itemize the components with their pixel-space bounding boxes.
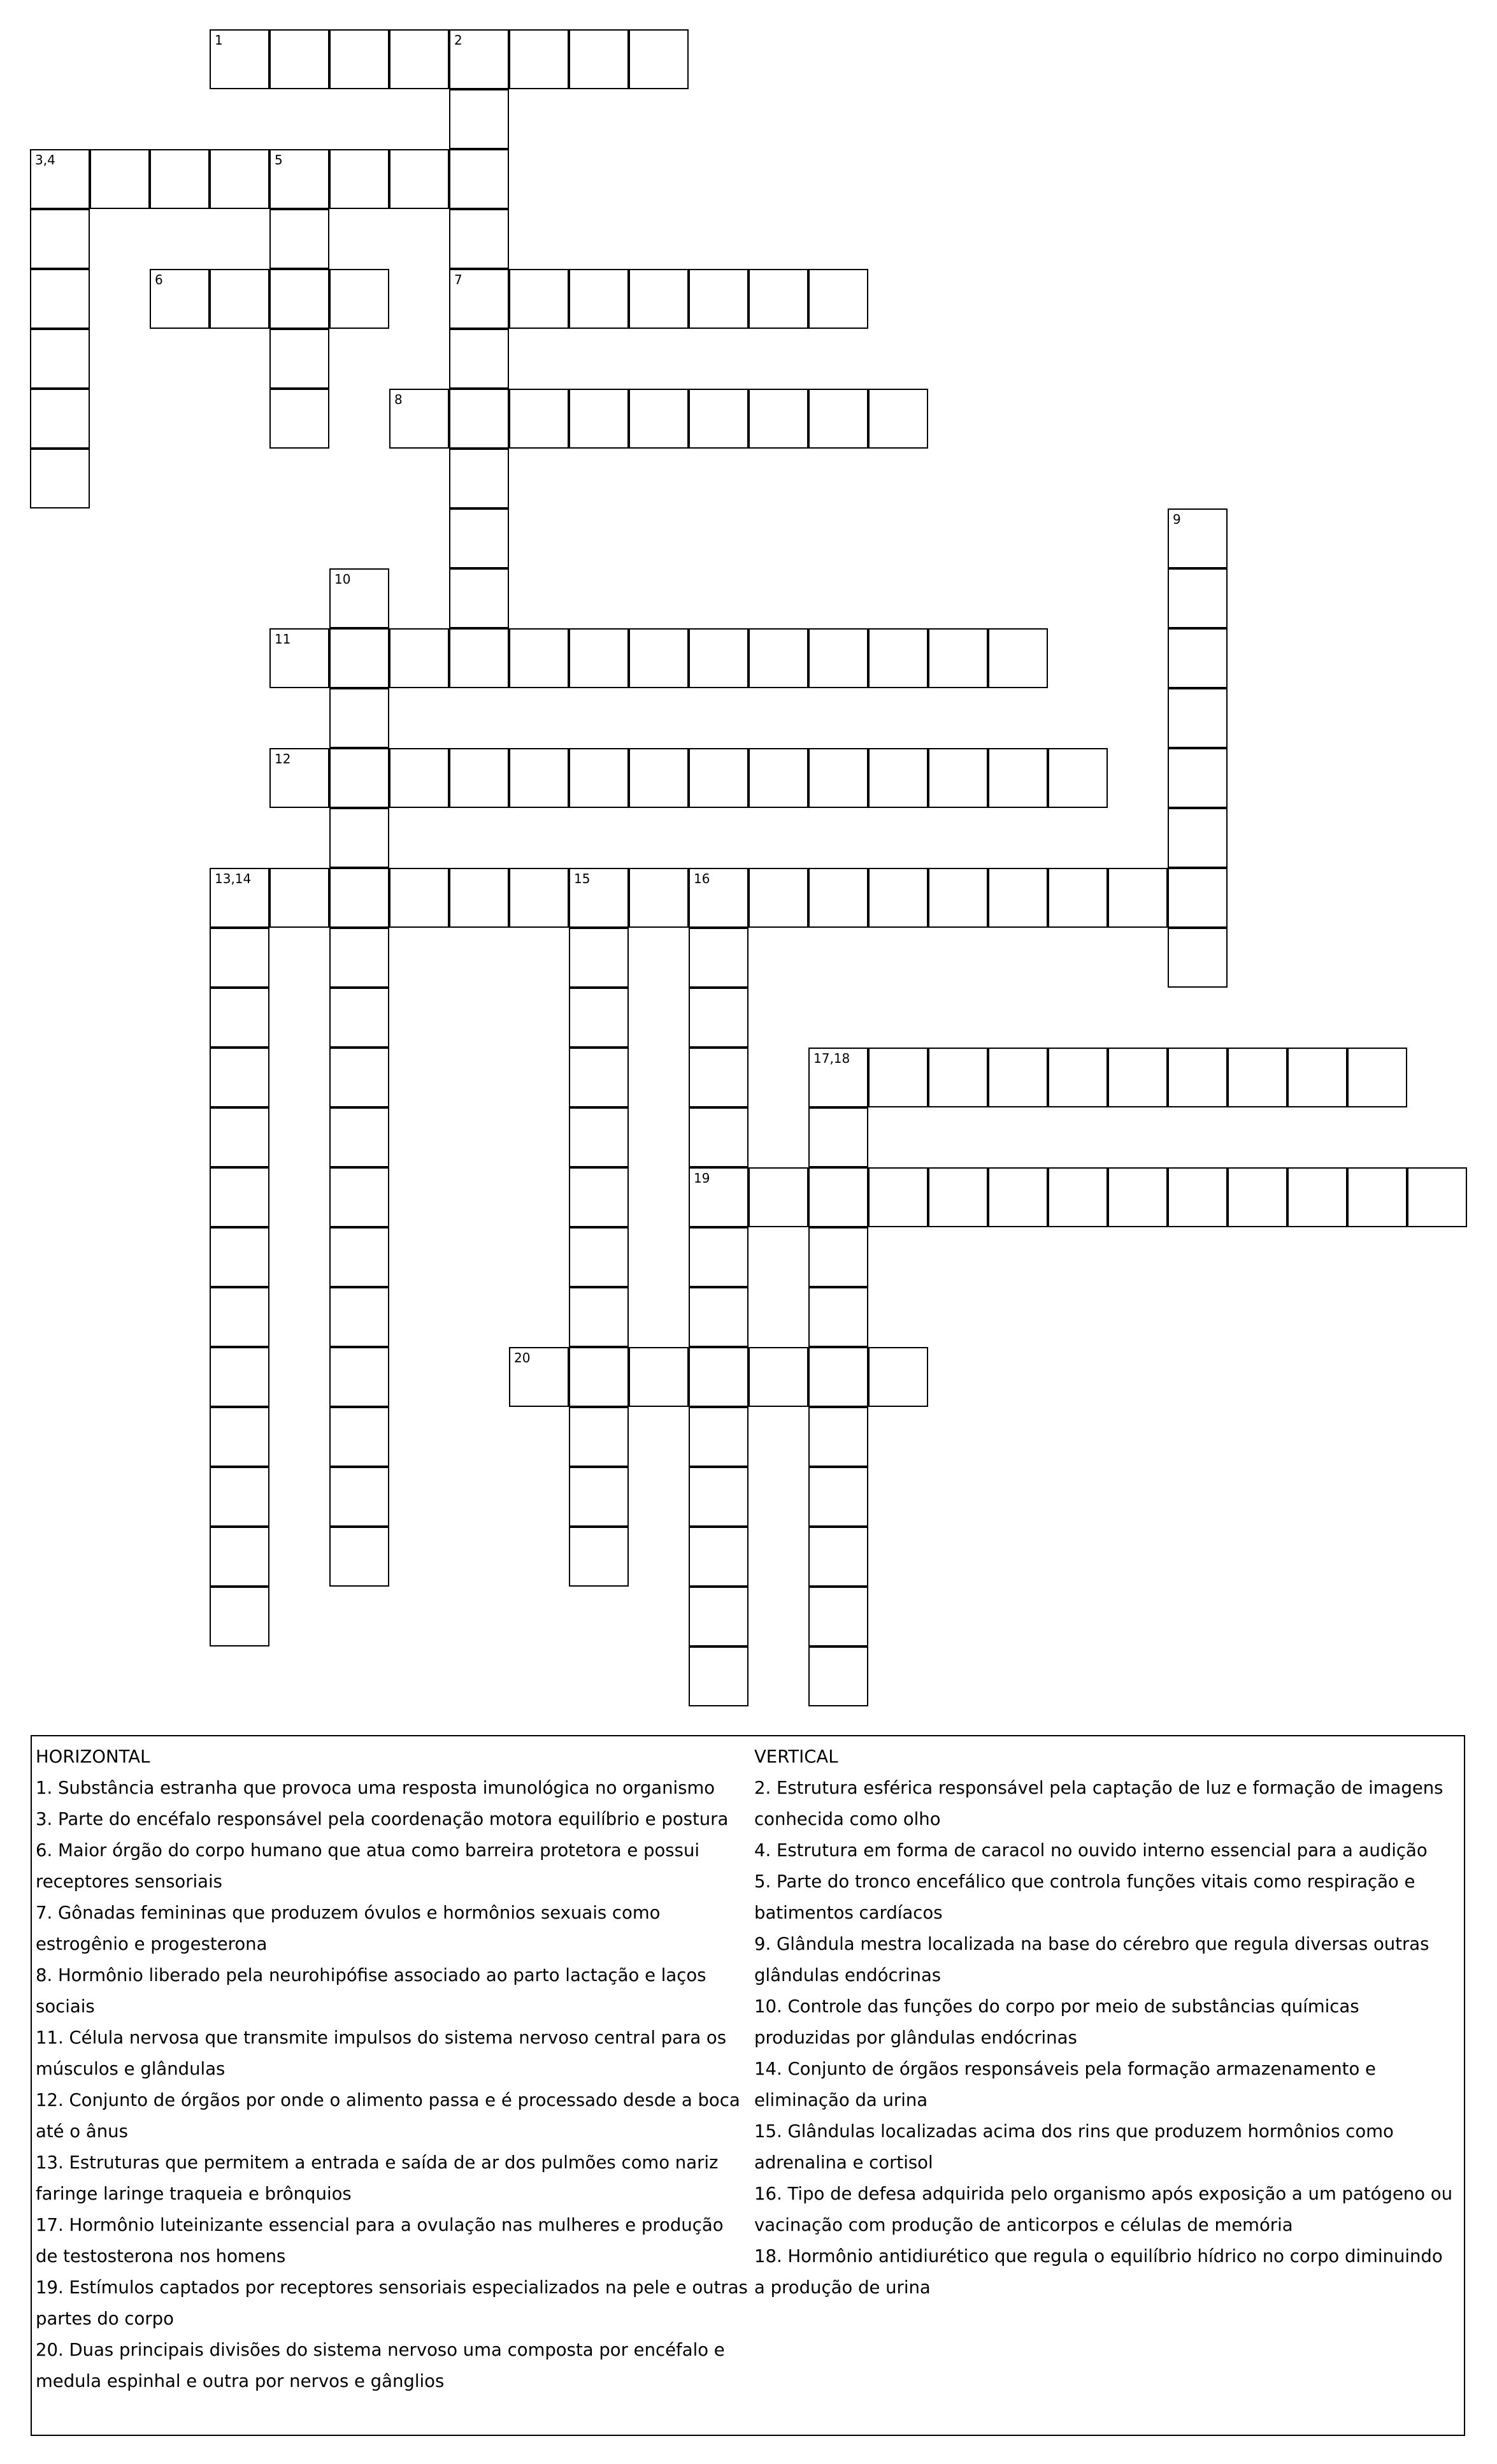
grid-cell[interactable] [389,628,449,688]
grid-cell[interactable] [210,1467,269,1527]
grid-cell[interactable] [689,1107,748,1167]
grid-cell[interactable] [210,1048,269,1107]
grid-cell[interactable] [689,1527,748,1587]
grid-cell[interactable] [329,149,389,209]
clue-v-2: 2. Estrutura esférica responsável pela captação de luz e formação de imagens conhecida como olho [754,1778,1443,1829]
grid-cell[interactable] [509,269,569,329]
grid-cell[interactable] [329,1347,389,1407]
grid-cell[interactable] [449,149,509,209]
grid-cell[interactable] [1168,688,1228,748]
horizontal-title: HORIZONTAL [36,1747,150,1767]
grid-cell[interactable] [808,1527,868,1587]
grid-cell[interactable] [629,868,689,928]
grid-cell[interactable] [329,1527,389,1587]
grid-cell[interactable] [689,1167,748,1227]
grid-cell[interactable] [329,988,389,1048]
grid-cell[interactable] [210,149,269,209]
grid-cell[interactable] [629,748,689,808]
grid-cell[interactable] [329,568,389,628]
clue-number: 3,4 [35,152,55,168]
clue-v-18: 18. Hormônio antidiurético que regula o equilíbrio hídrico no corpo diminuindo a produção de urina [754,2246,1443,2298]
grid-cell[interactable] [329,868,389,928]
grid-cell[interactable] [808,748,868,808]
grid-cell[interactable] [808,1347,868,1407]
grid-cell[interactable] [1407,1167,1467,1227]
grid-cell[interactable] [449,508,509,568]
clue-v-5: 5. Parte do tronco encefálico que controla funções vitais como respiração e batimentos cardíacos [754,1871,1415,1923]
grid-cell[interactable] [1168,808,1228,868]
grid-cell[interactable] [748,1347,808,1407]
clue-h-20: 20. Duas principais divisões do sistema nervoso uma composta por encéfalo e medula espinhal e outra por nervos e gânglios [36,2340,725,2391]
grid-cell[interactable] [449,628,509,688]
grid-cell[interactable] [748,628,808,688]
clues-box [31,1735,1465,2436]
grid-cell[interactable] [569,1167,629,1227]
grid-cell[interactable] [509,389,569,449]
grid-cell[interactable] [210,868,269,928]
grid-cell[interactable] [569,1527,629,1587]
grid-cell[interactable] [868,1167,928,1227]
clue-h-12: 12. Conjunto de órgãos por onde o alimento passa e é processado desde a boca até o ânus [36,2090,740,2142]
grid-cell[interactable] [868,1347,928,1407]
grid-cell[interactable] [329,1167,389,1227]
grid-cell[interactable] [629,29,689,89]
clue-number: 1 [215,32,223,48]
grid-cell[interactable] [1168,628,1228,688]
grid-cell[interactable] [150,149,210,209]
grid-cell[interactable] [569,748,629,808]
grid-cell[interactable] [30,149,90,209]
grid-cell[interactable] [329,1048,389,1107]
grid-cell[interactable] [1287,1167,1347,1227]
clue-number: 19 [694,1171,710,1186]
clue-h-19: 19. Estímulos captados por receptores sensoriais especializados na pele e outras partes do corpo [36,2277,748,2329]
clue-number: 12 [275,751,291,767]
clue-number: 8 [394,392,403,407]
clue-h-13: 13. Estruturas que permitem a entrada e saída de ar dos pulmões como nariz faringe laringe traqueia e brônquios [36,2152,719,2204]
grid-cell[interactable] [569,1287,629,1347]
grid-cell[interactable] [210,1347,269,1407]
grid-cell[interactable] [449,449,509,508]
grid-cell[interactable] [329,808,389,868]
clue-h-3: 3. Parte do encéfalo responsável pela coordenação motora equilíbrio e postura [36,1809,729,1829]
grid-cell[interactable] [389,868,449,928]
grid-cell[interactable] [868,748,928,808]
grid-cell[interactable] [389,389,449,449]
grid-cell[interactable] [329,1407,389,1467]
grid-cell[interactable] [150,269,210,329]
clue-v-14: 14. Conjunto de órgãos responsáveis pela formação armazenamento e eliminação da urina [754,2059,1376,2110]
grid-cell[interactable] [30,449,90,508]
grid-cell[interactable] [449,868,509,928]
grid-cell[interactable] [1347,1048,1407,1107]
grid-cell[interactable] [689,1587,748,1646]
grid-cell[interactable] [988,1048,1048,1107]
clue-number: 15 [574,871,591,886]
grid-cell[interactable] [808,868,868,928]
grid-cell[interactable] [210,988,269,1048]
grid-cell[interactable] [329,269,389,329]
grid-cell[interactable] [329,628,389,688]
grid-cell[interactable] [1168,508,1228,568]
clue-number: 6 [155,272,163,287]
grid-cell[interactable] [449,89,509,149]
grid-cell[interactable] [569,389,629,449]
grid-cell[interactable] [689,1347,748,1407]
grid-cell[interactable] [1108,868,1168,928]
grid-cell[interactable] [210,1107,269,1167]
grid-cell[interactable] [1168,1048,1228,1107]
grid-cell[interactable] [629,269,689,329]
clue-v-10: 10. Controle das funções do corpo por meio de substâncias químicas produzidas por glândulas endócrinas [754,1996,1359,2048]
grid-cell[interactable] [569,1467,629,1527]
grid-cell[interactable] [329,748,389,808]
clue-h-11: 11. Célula nervosa que transmite impulsos do sistema nervoso central para os músculos e glândulas [36,2028,727,2079]
grid-cell[interactable] [90,149,150,209]
grid-cell[interactable] [689,1646,748,1706]
grid-cell[interactable] [808,269,868,329]
grid-cell[interactable] [389,748,449,808]
grid-cell[interactable] [1168,928,1228,988]
grid-cell[interactable] [269,269,329,329]
grid-cell[interactable] [210,1227,269,1287]
grid-cell[interactable] [808,1227,868,1287]
grid-cell[interactable] [868,389,928,449]
grid-cell[interactable] [808,1107,868,1167]
grid-cell[interactable] [928,1048,988,1107]
grid-cell[interactable] [1228,1048,1287,1107]
grid-cell[interactable] [329,29,389,89]
grid-cell[interactable] [269,209,329,269]
grid-cell[interactable] [1228,1167,1287,1227]
clue-number: 17,18 [813,1051,850,1066]
clue-number: 2 [454,32,462,48]
grid-cell[interactable] [30,269,90,329]
grid-cell[interactable] [1168,568,1228,628]
grid-cell[interactable] [808,1646,868,1706]
clue-number: 9 [1173,512,1181,527]
grid-cell[interactable] [269,748,329,808]
clue-v-15: 15. Glândulas localizadas acima dos rins que produzem hormônios como adrenalina e cortisol [754,2121,1394,2173]
clue-v-4: 4. Estrutura em forma de caracol no ouvido interno essencial para a audição [754,1840,1428,1861]
grid-cell[interactable] [1108,1167,1168,1227]
grid-cell[interactable] [689,1287,748,1347]
grid-cell[interactable] [449,29,509,89]
grid-cell[interactable] [329,1287,389,1347]
clue-number: 7 [454,272,462,287]
clue-h-8: 8. Hormônio liberado pela neurohipófise associado ao parto lactação e laços sociais [36,1965,706,2017]
grid-cell[interactable] [1048,1167,1108,1227]
grid-cell[interactable] [569,1048,629,1107]
grid-cell[interactable] [449,748,509,808]
grid-cell[interactable] [689,628,748,688]
grid-cell[interactable] [868,628,928,688]
grid-cell[interactable] [509,628,569,688]
clue-h-1: 1. Substância estranha que provoca uma resposta imunológica no organismo [36,1778,715,1798]
grid-cell[interactable] [988,748,1048,808]
clue-h-6: 6. Maior órgão do corpo humano que atua como barreira protetora e possui receptores sensoriais [36,1840,700,1892]
grid-cell[interactable] [569,988,629,1048]
grid-cell[interactable] [808,389,868,449]
grid-cell[interactable] [748,748,808,808]
grid-cell[interactable] [569,928,629,988]
grid-cell[interactable] [868,1048,928,1107]
grid-cell[interactable] [449,209,509,269]
grid-cell[interactable] [988,868,1048,928]
clue-v-9: 9. Glândula mestra localizada na base do cérebro que regula diversas outras glândulas endócrinas [754,1934,1429,1985]
grid-cell[interactable] [1108,1048,1168,1107]
vertical-title: VERTICAL [754,1747,838,1767]
grid-cell[interactable] [449,389,509,449]
grid-cell[interactable] [509,868,569,928]
grid-cell[interactable] [389,29,449,89]
grid-cell[interactable] [689,269,748,329]
grid-cell[interactable] [928,748,988,808]
horizontal-clues [36,1741,748,2397]
grid-cell[interactable] [449,329,509,389]
grid-cell[interactable] [1048,868,1108,928]
grid-cell[interactable] [689,988,748,1048]
grid-cell[interactable] [1168,868,1228,928]
clue-number: 11 [275,631,291,647]
grid-cell[interactable] [928,1167,988,1227]
grid-cell[interactable] [689,1407,748,1467]
grid-cell[interactable] [569,628,629,688]
grid-cell[interactable] [1168,748,1228,808]
grid-cell[interactable] [808,628,868,688]
clue-h-17: 17. Hormônio luteinizante essencial para a ovulação nas mulheres e produção de testosterona nos homens [36,2215,724,2266]
grid-cell[interactable] [629,628,689,688]
grid-cell[interactable] [689,868,748,928]
grid-cell[interactable] [569,1107,629,1167]
grid-cell[interactable] [449,568,509,628]
grid-cell[interactable] [210,1407,269,1467]
grid-cell[interactable] [329,928,389,988]
grid-cell[interactable] [988,1167,1048,1227]
grid-cell[interactable] [269,329,329,389]
grid-cell[interactable] [808,1587,868,1646]
clue-number: 16 [694,871,710,886]
grid-cell[interactable] [748,269,808,329]
grid-cell[interactable] [808,1287,868,1347]
grid-cell[interactable] [808,1048,868,1107]
grid-cell[interactable] [808,1407,868,1467]
grid-cell[interactable] [748,389,808,449]
grid-cell[interactable] [748,1167,808,1227]
grid-cell[interactable] [1287,1048,1347,1107]
grid-cell[interactable] [30,329,90,389]
grid-cell[interactable] [210,29,269,89]
grid-cell[interactable] [269,29,329,89]
clue-h-7: 7. Gônadas femininas que produzem óvulos e hormônios sexuais como estrogênio e progesterona [36,1903,661,1954]
grid-cell[interactable] [30,209,90,269]
grid-cell[interactable] [30,389,90,449]
clue-number: 5 [275,152,283,168]
grid-cell[interactable] [509,748,569,808]
grid-cell[interactable] [808,1467,868,1527]
grid-cell[interactable] [210,1167,269,1227]
grid-cell[interactable] [988,628,1048,688]
grid-cell[interactable] [689,1227,748,1287]
grid-cell[interactable] [210,269,269,329]
clue-number: 10 [334,572,351,587]
vertical-clues [754,1741,1455,2303]
grid-cell[interactable] [689,389,748,449]
grid-cell[interactable] [449,269,509,329]
grid-cell[interactable] [1168,1167,1228,1227]
grid-cell[interactable] [689,1467,748,1527]
grid-cell[interactable] [329,1467,389,1527]
grid-cell[interactable] [269,149,329,209]
grid-cell[interactable] [689,748,748,808]
grid-cell[interactable] [509,1347,569,1407]
grid-cell[interactable] [629,389,689,449]
grid-cell[interactable] [569,1227,629,1287]
grid-cell[interactable] [689,1048,748,1107]
clue-number: 13,14 [215,871,252,886]
grid-cell[interactable] [1048,1048,1108,1107]
grid-cell[interactable] [329,688,389,748]
grid-cell[interactable] [808,1167,868,1227]
grid-cell[interactable] [868,868,928,928]
grid-cell[interactable] [629,1347,689,1407]
grid-cell[interactable] [569,1407,629,1467]
grid-cell[interactable] [269,868,329,928]
grid-cell[interactable] [329,1227,389,1287]
grid-cell[interactable] [748,868,808,928]
grid-cell[interactable] [689,928,748,988]
grid-cell[interactable] [210,928,269,988]
grid-cell[interactable] [389,149,449,209]
grid-cell[interactable] [1347,1167,1407,1227]
grid-cell[interactable] [1048,748,1108,808]
grid-cell[interactable] [269,389,329,449]
grid-cell[interactable] [928,628,988,688]
grid-cell[interactable] [569,269,629,329]
grid-cell[interactable] [569,29,629,89]
grid-cell[interactable] [210,1587,269,1646]
grid-cell[interactable] [210,1527,269,1587]
grid-cell[interactable] [329,1107,389,1167]
grid-cell[interactable] [269,628,329,688]
grid-cell[interactable] [569,868,629,928]
clue-v-16: 16. Tipo de defesa adquirida pelo organismo após exposição a um patógeno ou vacinação com produção de anticorpos e células de memória [754,2184,1453,2235]
grid-cell[interactable] [509,29,569,89]
grid-cell[interactable] [569,1347,629,1407]
clue-number: 20 [514,1350,531,1365]
grid-cell[interactable] [928,868,988,928]
grid-cell[interactable] [210,1287,269,1347]
